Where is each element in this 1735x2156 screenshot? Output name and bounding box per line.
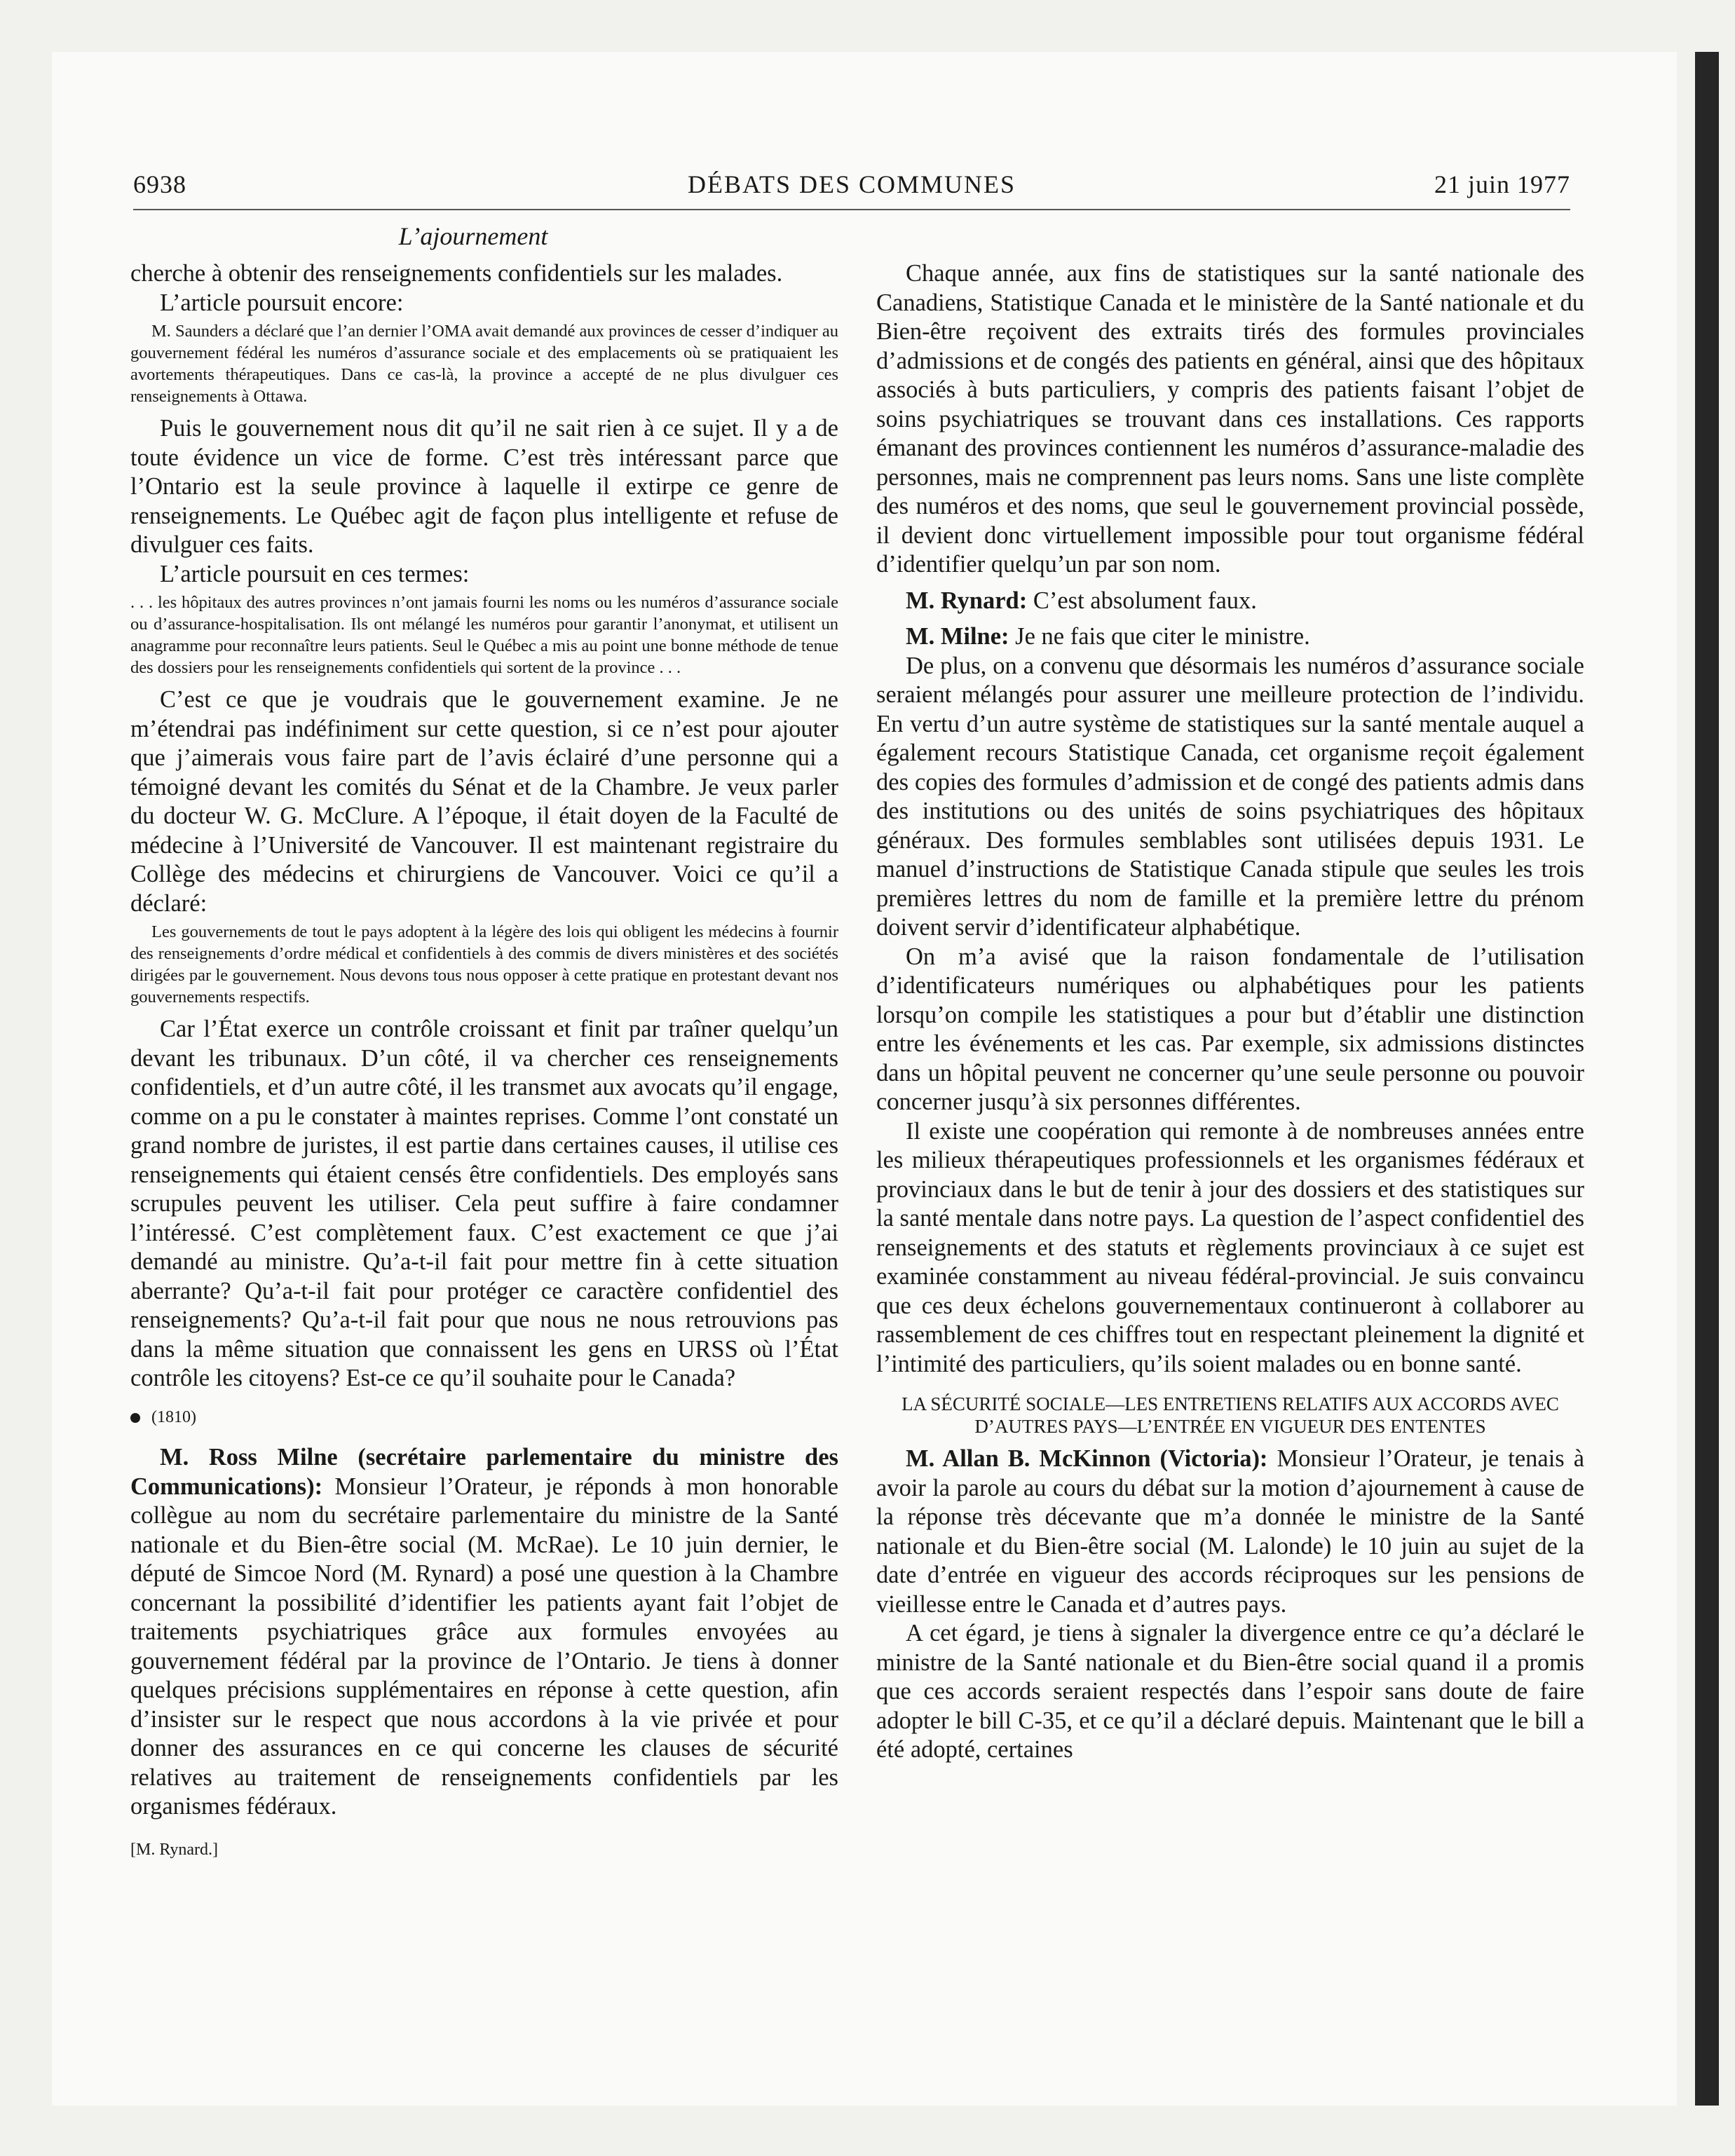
paragraph: cherche à obtenir des renseignements confidentiels sur les malades. — [130, 260, 783, 287]
speech-text: C’est absolument faux. — [1033, 587, 1257, 614]
paragraph: L’article poursuit en ces termes: — [160, 560, 470, 587]
block-quote: M. Saunders a déclaré que l’an dernier l’OMA avait demandé aux provinces de cesser d’indiquer au gouvernement fédéral les numéros d’assurance sociale et des emplacements où se pratiquaient les avortements thérapeutiques. Dans ce cas-là, la province a accepté de ne plus divulguer ces renseignements à Ottawa. — [130, 322, 838, 406]
paragraph: Car l’État exerce un contrôle croissant et finit par traîner quelqu’un devant les tribunaux. D’un côté, il va chercher ces renseignements confidentiels, et d’un autre côté, il les transmet aux avocats qu’il engage, comme on a pu le constater à maintes reprises. Comme l’ont constaté un grand nombre de juristes, il est partie dans certaines causes, il utilise ces renseignements qui étaient censés être confidentiels. Des employés sans scrupules peuvent les utiliser. Cela peut suffire à faire condamner l’intéressé. C’est complètement faux. C’est exactement ce que j’ai demandé au ministre. Qu’a-t-il fait pour mettre fin à cette situation aberrante? Qu’a-t-il fait pour protéger ce caractère confidentiel des renseignements? Qu’a-t-il fait pour que nous ne nous retrouvions pas dans la même situation que connaissent les gens en URSS où l’État contrôle les citoyens? Est-ce ce qu’il souhaite pour le Canada? — [130, 1016, 838, 1391]
paragraph: Puis le gouvernement nous dit qu’il ne sait rien à ce sujet. Il y a de toute évidence un vice de forme. C’est très intéressant parce que l’Ontario est la seule province à laquelle il extirpe ce genre de renseignements. Le Québec agit de façon plus intelligente et refuse de divulguer ces faits. — [130, 415, 838, 558]
speaker-name: M. Allan B. McKinnon (Victoria): — [906, 1445, 1268, 1472]
bullet-icon — [130, 1413, 140, 1423]
speaker-name: M. Milne: — [906, 623, 1009, 650]
speech-text: Monsieur l’Orateur, je réponds à mon honorable collègue au nom du secrétaire parlementaire du ministre de la Santé nationale et du Bien-être social (M. McRae). Le 10 juin dernier, le député de Simcoe Nord (M. Rynard) a posé une question à la Chambre concernant la possibilité d’identifier les patients ayant fait l’objet de traitements psychiatriques grâce aux formules envoyées au gouvernement fédéral par la province de l’Ontario. Je tiens à donner quelques précisions supplémentaires en réponse à cette question, afin d’insister sur le respect que nous accordons à la vie privée et pour donner des assurances en ce qui concerne les clauses de sécurité relatives au traitement de renseignements confidentiels par les organismes fédéraux. — [130, 1473, 838, 1820]
scan-edge — [1695, 52, 1719, 2106]
speech-text: Je ne fais que citer le ministre. — [1015, 623, 1310, 650]
time-marker — [130, 1403, 838, 1433]
paragraph: De plus, on a convenu que désormais les numéros d’assurance sociale seraient mélangés pour assurer une meilleure protection de l’individu. En vertu d’un autre système de statistiques sur la santé mentale auquel a également recours Statistique Canada, cet organisme reçoit également des copies des formules d’admission et de congé des patients admis dans des institutions ou des unités de soins psychiatriques des hôpitaux généraux. Des formules semblables sont utilisées depuis 1931. Le manuel d’instructions de Statistique Canada stipule que seules les trois premières lettres du nom de famille et la première lettre du prénom doivent servir d’identificateur alphabétique. — [876, 652, 1584, 941]
speech-text: Monsieur l’Orateur, je tenais à avoir la parole au cours du débat sur la motion d’ajournement à cause de la réponse très décevante que m’a donnée le ministre de la Santé nationale et du Bien-être social (M. Lalonde) le 10 juin au sujet de la date d’entrée en vigueur des accords réciproques sur les pensions de vieillesse entre le Canada et d’autres pays. — [876, 1445, 1585, 1618]
block-quote: . . . les hôpitaux des autres provinces n’ont jamais fourni les noms ou les numéros d’assurance sociale ou d’assurance-hospitalisation. Ils ont mélangé les numéros pour garantir l’anonymat, et utilisent un anagramme pour reconnaître leurs patients. Seul le Québec a mis au point une bonne méthode de tenue des dossiers pour les renseignements confidentiels qui sortent de la province . . . — [130, 593, 838, 677]
speech-paragraph — [876, 587, 1584, 616]
section-heading: LA SÉCURITÉ SOCIALE—LES ENTRETIENS RELATIFS AUX ACCORDS AVEC D’AUTRES PAYS—L’ENTRÉE EN VIGUEUR DES ENTENTES — [901, 1393, 1559, 1437]
footer-note: [M. Rynard.] — [130, 1840, 219, 1859]
section-title: L’ajournement — [398, 222, 548, 250]
page-header — [133, 167, 1570, 210]
paragraph: A cet égard, je tiens à signaler la divergence entre ce qu’a déclaré le ministre de la Santé nationale et du Bien-être social quand il a promis que ces accords seraient respectés dans l’espoir sans doute de faire adopter le bill C-35, et ce qu’il a déclaré depuis. Maintenant que le bill a été adopté, certaines — [876, 1620, 1584, 1763]
block-quote: Les gouvernements de tout le pays adoptent à la légère des lois qui obligent les médecins à fournir des renseignements d’ordre médical et confidentiels à des commis de divers ministères et des sociétés dirigées par le gouvernement. Nous devons tous nous opposer à cette pratique en protestant devant nos gouvernements respectifs. — [130, 922, 838, 1007]
paragraph: Il existe une coopération qui remonte à de nombreuses années entre les milieux thérapeutiques professionnels et les organismes fédéraux et provinciaux dans le but de tenir à jour des dossiers et des statistiques sur la santé mentale dans notre pays. La question de l’aspect confidentiel des renseignements et des statuts et règlements provinciaux à ce sujet est examinée constamment au niveau fédéral-provincial. Je suis convaincu que ces deux échelons gouvernementaux continueront à collaborer au rassemblement de ces chiffres tout en respectant pleinement la dignité et l’intimité des particuliers, qu’ils soient malades ou en bonne santé. — [876, 1117, 1584, 1377]
speech-paragraph — [130, 1443, 838, 1822]
paragraph: L’article poursuit encore: — [160, 289, 404, 316]
time-marker-text: (1810) — [151, 1407, 196, 1426]
paragraph: On m’a avisé que la raison fondamentale de l’utilisation d’identificateurs numériques ou alphabétiques pour les patients lorsqu’on compile les statistiques a pour but d’établir une distinction entre les événements et les cas. Par exemple, six admissions distinctes dans un hôpital peuvent ne concerner qu’une seule personne ou pouvoir concerner jusqu’à six personnes différentes. — [876, 943, 1584, 1115]
left-column — [130, 259, 838, 1864]
right-column — [876, 259, 1584, 1765]
paragraph: C’est ce que je voudrais que le gouvernement examine. Je ne m’étendrai pas indéfiniment sur cette question, si ce n’est pour ajouter que j’aimerais vous faire part de l’avis éclairé d’une personne qui a témoigné devant les comités du Sénat et de la Chambre. Je veux parler du docteur W. G. McClure. A l’époque, il était doyen de la Faculté de médecine à l’Université de Vancouver. Il est maintenant registraire du Collège des médecins et chirurgiens de Vancouver. Voici ce qu’il a déclaré: — [130, 686, 838, 917]
publication-title: DÉBATS DES COMMUNES — [687, 170, 1016, 198]
page-number: 6938 — [133, 170, 186, 198]
speech-paragraph — [876, 1445, 1584, 1619]
speech-paragraph — [876, 622, 1584, 652]
speaker-name: M. Ross Milne (secrétaire parlementaire du ministre des Communications): — [130, 1444, 838, 1500]
paragraph: Chaque année, aux fins de statistiques sur la santé nationale des Canadiens, Statistique Canada et le ministère de la Santé nationale et du Bien-être reçoivent des extraits tirés des formules provinciales d’admissions et de congés des patients en général, ainsi que des hôpitaux associés à buts particuliers, y compris des patients faisant l’objet de soins psychiatriques se trouvant dans ces installations. Ces rapports émanant des provinces contiennent les numéros d’assurance-maladie des personnes, mais ne comprennent pas leurs noms. Sans une liste complète des numéros et des noms, que seul le gouvernement provincial possède, il devient donc virtuellement impossible pour tout organisme fédéral d’identifier quelqu’un par son nom. — [876, 260, 1584, 578]
page-date: 21 juin 1977 — [1434, 170, 1570, 198]
speaker-name: M. Rynard: — [906, 587, 1028, 614]
